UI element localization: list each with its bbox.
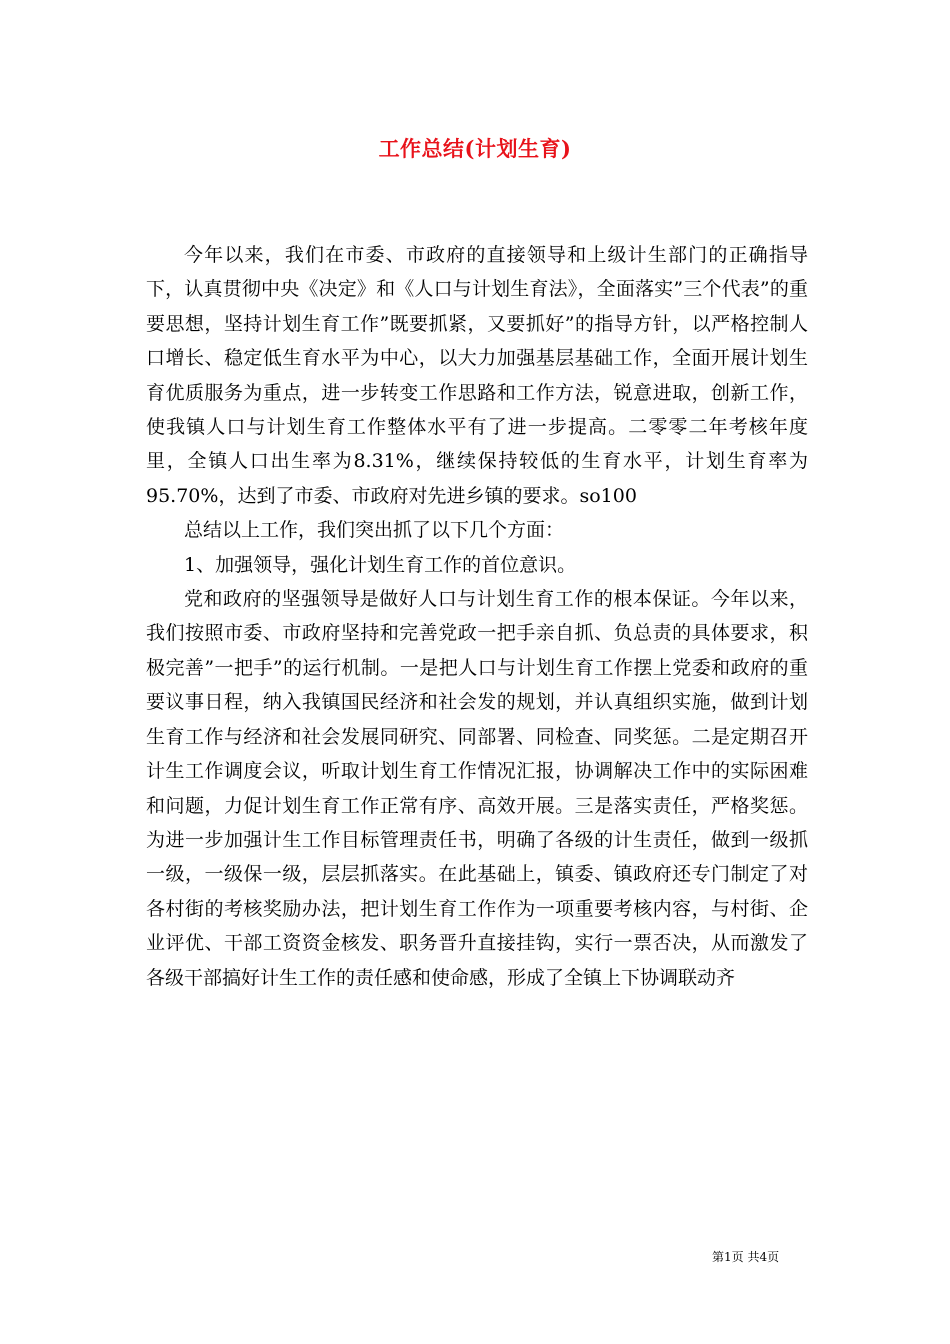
document-title: 工作总结(计划生育) [378,136,572,161]
document-body [146,238,808,995]
paragraph-summary-lead: 总结以上工作，我们突出抓了以下几个方面： [184,519,565,542]
paragraph-leadership: 党和政府的坚强领导是做好人口与计划生育工作的根本保证。今年以来，我们按照市委、市政府坚持和完善党政一把手亲自抓、负总责的具体要求，积极完善”一把手”的运行机制。一是把人口与计划生育工作摆上党委和政府的重要议事日程，纳入我镇国民经济和社会发的规划，并认真组织实施，做到计划生育工作与经济和社会发展同研究、同部署、同检查、同奖惩。二是定期召开计生工作调度会议，听取计划生育工作情况汇报，协调解决工作中的实际困难和问题，力促计划生育工作正常有序、高效开展。三是落实责任，严格奖惩。为进一步加强计生工作目标管理责任书，明确了各级的计生责任，做到一级抓一级，一级保一级，层层抓落实。在此基础上，镇委、镇政府还专门制定了对各村街的考核奖励办法，把计划生育工作作为一项重要考核内容，与村街、企业评优、干部工资资金核发、职务晋升直接挂钩，实行一票否决，从而激发了各级干部搞好计生工作的责任感和使命感，形成了全镇上下协调联动齐 [146,588,808,989]
page-number-footer: 第1页 共4页 [712,1250,780,1264]
paragraph-intro: 今年以来，我们在市委、市政府的直接领导和上级计生部门的正确指导下，认真贯彻中央《决定》和《人口与计划生育法》，全面落实”三个代表”的重要思想，坚持计划生育工作”既要抓紧，又要抓好”的指导方针，以严格控制人口增长、稳定低生育水平为中心，以大力加强基层基础工作，全面开展计划生育优质服务为重点，进一步转变工作思路和工作方法，锐意进取，创新工作，使我镇人口与计划生育工作整体水平有了进一步提高。二零零二年考核年度里，全镇人口出生率为8.31%，继续保持较低的生育水平，计划生育率为95.70%，达到了市委、市政府对先进乡镇的要求。so100 [146,244,808,507]
section-heading-1: 1、加强领导，强化计划生育工作的首位意识。 [184,553,577,576]
